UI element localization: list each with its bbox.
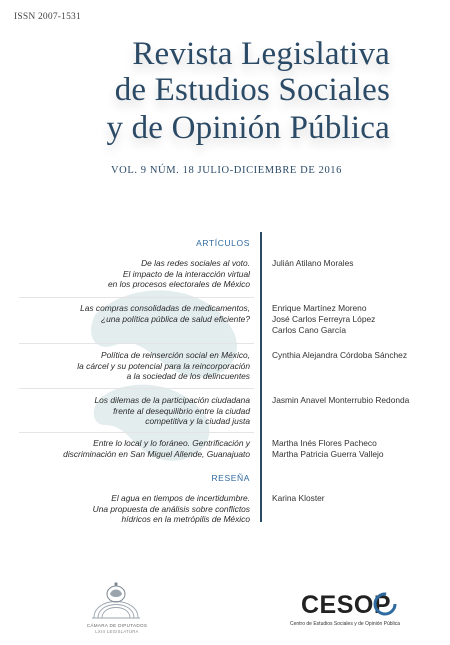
section-resena-label: RESEÑA: [211, 473, 250, 483]
separator: [19, 388, 254, 389]
article-authors: Jasmin Anavel Monterrubio Redonda: [272, 395, 410, 405]
separator: [19, 432, 254, 433]
separator: [19, 297, 254, 298]
journal-title-line-2: de Estudios Sociales: [114, 72, 390, 108]
article-title[interactable]: Las compras consolidadas de medicamentos, ¿una política pública de salud eficiente?: [80, 303, 250, 324]
issn: ISSN 2007-1531: [14, 12, 81, 22]
cesop-full-name: Centro de Estudios Sociales y de Opinión Pública: [290, 621, 401, 627]
review-title[interactable]: El agua en tiempos de incertidumbre. Una propuesta de análisis sobre conflictos hídricos en la metrópilis de México: [92, 493, 250, 525]
article-authors: Enrique Martínez Moreno José Carlos Ferreyra López Carlos Cano García: [272, 303, 376, 335]
article-authors: Julián Atilano Morales: [272, 258, 354, 268]
article-title[interactable]: Los dilemas de la participación ciudadana frente al desequilibrio entre la ciudad competitiva y la ciudad justa: [94, 395, 250, 427]
cesop-logo-ring-icon: [372, 591, 398, 617]
article-authors: Martha Inés Flores Pacheco Martha Patricia Guerra Vallejo: [272, 438, 384, 459]
separator: [19, 343, 254, 344]
camara-seal-icon: [88, 578, 144, 622]
journal-title-line-3: y de Opinión Pública: [106, 110, 390, 146]
article-title[interactable]: Entre lo local y lo foráneo. Gentrificación y discriminación en San Miguel Allende, Guanajuato: [63, 438, 250, 459]
cesop-logo-text: CESOP: [301, 591, 392, 619]
section-articulos-label: ARTÍCULOS: [196, 238, 250, 248]
article-authors: Cynthia Alejandra Córdoba Sánchez: [272, 350, 408, 360]
issue-info: VOL. 9 NÚM. 18 JULIO-DICIEMBRE DE 2016: [110, 165, 342, 176]
camara-name: CÁMARA DE DIPUTADOS: [86, 623, 148, 628]
journal-title-line-1: Revista Legislativa: [132, 36, 390, 72]
article-title[interactable]: De las redes sociales al voto. El impacto de la interacción virtual en los procesos electorales de México: [108, 258, 250, 290]
camara-legislatura: LXIII LEGISLATURA: [95, 629, 139, 634]
article-title[interactable]: Política de reinserción social en México, la cárcel y su potencial para la reincorporación a la sociedad de los delincuentes: [77, 350, 250, 382]
divider-line: [260, 232, 262, 522]
review-authors: Karina Kloster: [272, 493, 325, 503]
